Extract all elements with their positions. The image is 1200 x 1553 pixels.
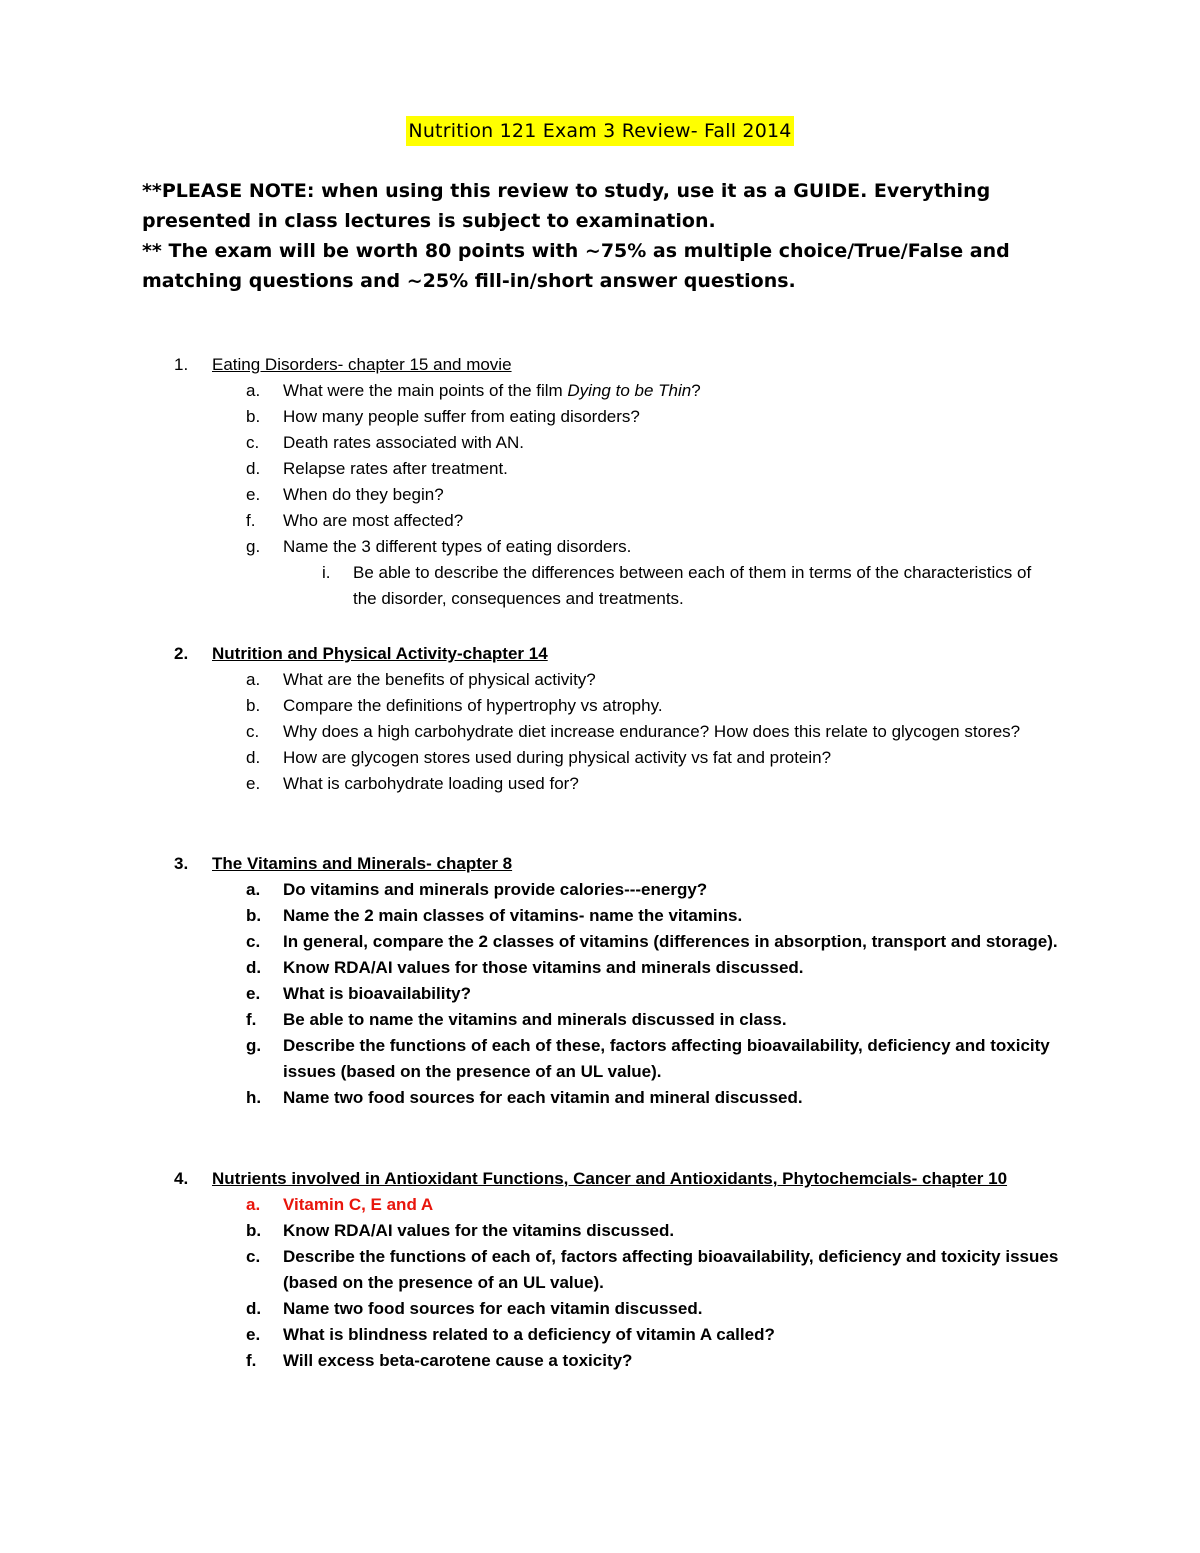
list-item bbox=[0, 1218, 1200, 1244]
item-letter: e. bbox=[246, 485, 261, 504]
item-text: Will excess beta-carotene cause a toxicity? bbox=[283, 1351, 633, 1370]
item-text: How many people suffer from eating disorders? bbox=[283, 407, 640, 426]
section-title: The Vitamins and Minerals- chapter 8 bbox=[212, 854, 513, 873]
film-title: Dying to be Thin bbox=[567, 381, 692, 400]
list-item bbox=[0, 534, 1200, 560]
item-text: Know RDA/AI values for the vitamins discussed. bbox=[283, 1221, 675, 1240]
item-letter: e. bbox=[246, 774, 261, 793]
item-letter: a. bbox=[246, 880, 261, 899]
item-text: Who are most affected? bbox=[283, 511, 464, 530]
item-letter: c. bbox=[246, 932, 261, 951]
exam-note bbox=[142, 176, 1042, 296]
item-letter: b. bbox=[246, 906, 262, 925]
list-item bbox=[0, 482, 1200, 508]
list-item bbox=[0, 1007, 1200, 1033]
item-text: Describe the functions of each of, factors affecting bioavailability, deficiency and toxicity issues (based on the presence of an UL value). bbox=[283, 1247, 1059, 1292]
item-letter: e. bbox=[246, 984, 261, 1003]
item-text: Why does a high carbohydrate diet increase endurance? How does this relate to glycogen stores? bbox=[283, 722, 1021, 741]
item-letter: d. bbox=[246, 1299, 262, 1318]
item-letter: d. bbox=[246, 958, 262, 977]
list-item bbox=[0, 430, 1200, 456]
item-letter: c. bbox=[246, 1247, 261, 1266]
item-text: Death rates associated with AN. bbox=[283, 433, 524, 452]
sub-list-item bbox=[0, 560, 1200, 612]
item-letter: c. bbox=[246, 722, 260, 741]
item-text: When do they begin? bbox=[283, 485, 444, 504]
list-item bbox=[0, 1348, 1200, 1374]
item-text: Know RDA/AI values for those vitamins and minerals discussed. bbox=[283, 958, 804, 977]
section-4 bbox=[0, 1166, 1200, 1374]
item-text-start: What were the main points of the film bbox=[283, 381, 568, 400]
section-heading bbox=[0, 851, 1200, 877]
item-text: What are the benefits of physical activity? bbox=[283, 670, 596, 689]
item-text: Name the 3 different types of eating disorders. bbox=[283, 537, 632, 556]
section-number: 3. bbox=[174, 854, 189, 873]
list-item bbox=[0, 877, 1200, 903]
title-wrapper bbox=[0, 116, 1200, 146]
item-letter: f. bbox=[246, 1351, 257, 1370]
list-item bbox=[0, 955, 1200, 981]
item-text: Name the 2 main classes of vitamins- name the vitamins. bbox=[283, 906, 743, 925]
item-letter: b. bbox=[246, 1221, 262, 1240]
item-text: What is carbohydrate loading used for? bbox=[283, 774, 579, 793]
section-title: Nutrients involved in Antioxidant Functions, Cancer and Antioxidants, Phytochemcials- chapter 10 bbox=[212, 1169, 1008, 1188]
item-text: Compare the definitions of hypertrophy vs atrophy. bbox=[283, 696, 663, 715]
item-text: In general, compare the 2 classes of vitamins (differences in absorption, transport and storage). bbox=[283, 932, 1058, 951]
note-line-2: ** The exam will be worth 80 points with ~75% as multiple choice/True/False and matching questions and ~25% fill-in/short answer questions. bbox=[142, 240, 1010, 292]
item-letter: c. bbox=[246, 433, 260, 452]
item-text: Relapse rates after treatment. bbox=[283, 459, 508, 478]
list-item bbox=[0, 1244, 1200, 1296]
list-item bbox=[0, 378, 1200, 404]
list-item bbox=[0, 745, 1200, 771]
item-text-end: ? bbox=[691, 381, 701, 400]
list-item-highlighted bbox=[0, 1192, 1200, 1218]
list-item bbox=[0, 903, 1200, 929]
section-title: Eating Disorders- chapter 15 and movie bbox=[212, 355, 512, 374]
item-text: How are glycogen stores used during physical activity vs fat and protein? bbox=[283, 748, 832, 767]
item-letter: a. bbox=[246, 381, 261, 400]
item-letter: g. bbox=[246, 537, 261, 556]
section-3 bbox=[0, 851, 1200, 1111]
list-item bbox=[0, 981, 1200, 1007]
item-text: Vitamin C, E and A bbox=[283, 1195, 434, 1214]
item-text: Be able to name the vitamins and minerals discussed in class. bbox=[283, 1010, 787, 1029]
list-item bbox=[0, 456, 1200, 482]
item-letter: b. bbox=[246, 696, 261, 715]
item-letter: d. bbox=[246, 459, 261, 478]
section-number: 1. bbox=[174, 355, 189, 374]
section-number: 4. bbox=[174, 1169, 189, 1188]
list-item bbox=[0, 771, 1200, 797]
list-item bbox=[0, 667, 1200, 693]
item-text: Name two food sources for each vitamin and mineral discussed. bbox=[283, 1088, 803, 1107]
item-letter: f. bbox=[246, 511, 256, 530]
section-number: 2. bbox=[174, 644, 189, 663]
section-2 bbox=[0, 641, 1200, 797]
item-text: What is bioavailability? bbox=[283, 984, 471, 1003]
list-item bbox=[0, 719, 1200, 745]
list-item bbox=[0, 404, 1200, 430]
item-text: Describe the functions of each of these, factors affecting bioavailability, deficiency and toxicity issues (based on the presence of an UL value). bbox=[283, 1036, 1050, 1081]
item-letter: f. bbox=[246, 1010, 257, 1029]
list-item bbox=[0, 1085, 1200, 1111]
item-letter: a. bbox=[246, 1195, 261, 1214]
list-item bbox=[0, 693, 1200, 719]
list-item bbox=[0, 1296, 1200, 1322]
item-letter: i. bbox=[322, 563, 331, 582]
section-1 bbox=[0, 352, 1200, 612]
item-letter: d. bbox=[246, 748, 261, 767]
item-letter: h. bbox=[246, 1088, 262, 1107]
item-text: What is blindness related to a deficiency of vitamin A called? bbox=[283, 1325, 775, 1344]
item-text: Be able to describe the differences between each of them in terms of the characteristics of the disorder, consequences and treatments. bbox=[353, 563, 1032, 608]
item-letter: a. bbox=[246, 670, 261, 689]
list-item bbox=[0, 508, 1200, 534]
list-item bbox=[0, 1033, 1200, 1085]
list-item bbox=[0, 929, 1200, 955]
item-text: Do vitamins and minerals provide calories---energy? bbox=[283, 880, 708, 899]
item-letter: g. bbox=[246, 1036, 262, 1055]
document-title: Nutrition 121 Exam 3 Review- Fall 2014 bbox=[406, 116, 793, 146]
item-letter: e. bbox=[246, 1325, 261, 1344]
section-heading bbox=[0, 641, 1200, 667]
item-letter: b. bbox=[246, 407, 261, 426]
note-line-1: **PLEASE NOTE: when using this review to study, use it as a GUIDE. Everything presented in class lectures is subject to examination. bbox=[142, 180, 991, 232]
list-item bbox=[0, 1322, 1200, 1348]
item-text: Name two food sources for each vitamin discussed. bbox=[283, 1299, 703, 1318]
section-heading bbox=[0, 352, 1200, 378]
item-text bbox=[283, 378, 1083, 404]
section-title: Nutrition and Physical Activity-chapter 14 bbox=[212, 644, 548, 663]
section-heading bbox=[0, 1166, 1200, 1192]
